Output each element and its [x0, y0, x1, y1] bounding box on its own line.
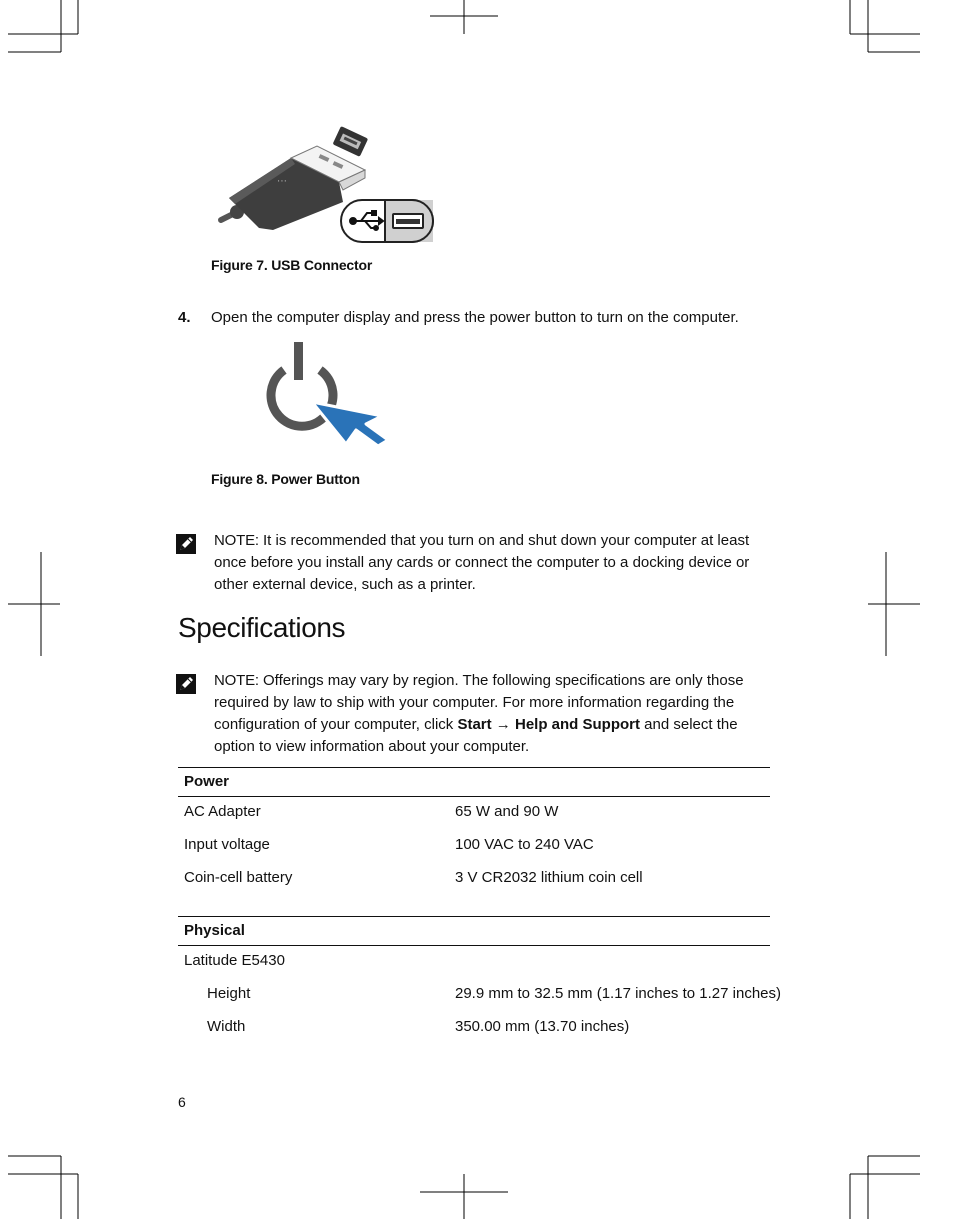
svg-text:⋯: ⋯: [277, 176, 287, 187]
row-value: 350.00 mm (13.70 inches): [455, 1018, 630, 1035]
model-label: Latitude E5430: [184, 952, 285, 969]
pencil-note-icon: [176, 674, 196, 694]
row-label: AC Adapter: [184, 803, 261, 820]
table-row: [178, 830, 770, 863]
table-row: [178, 946, 770, 979]
menu-arrow: →: [491, 716, 515, 733]
note-2-body-b: and select the option to view information about your computer.: [214, 716, 738, 755]
note-label: NOTE:: [214, 532, 259, 549]
physical-table-header: [178, 916, 770, 946]
help-and-support-ref: Help and Support: [514, 716, 640, 733]
note-1-text: [214, 530, 769, 596]
row-label: Coin-cell battery: [184, 869, 293, 886]
table-row: [178, 979, 781, 1012]
power-table-header: [178, 767, 770, 797]
figure-7-caption: Figure 7. USB Connector: [211, 257, 373, 273]
start-menu-ref: Start: [457, 716, 492, 733]
pencil-note-icon: [176, 534, 196, 554]
note-1-body: It is recommended that you turn on and shut down your computer at least once before you install any cards or connect the computer to a docking device or other external device, such as a printer.: [214, 532, 750, 593]
row-value: 100 VAC to 240 VAC: [455, 836, 594, 853]
power-spec-table: [178, 767, 770, 896]
table-row: [178, 863, 770, 896]
usb-connector-illustration: [215, 120, 440, 248]
page-number: 6: [178, 1094, 186, 1110]
power-button-illustration: [262, 340, 392, 450]
table-row: [178, 1012, 770, 1045]
section-title-specifications: Specifications: [178, 612, 346, 643]
row-label: Height: [207, 985, 251, 1002]
row-label: Input voltage: [184, 836, 270, 853]
row-value: 3 V CR2032 lithium coin cell: [455, 869, 643, 886]
table-row: [178, 797, 770, 830]
power-header-label: Power: [184, 773, 230, 790]
note-2-body-a: Offerings may vary by region. The following specifications are only those required by law to ship with your computer. For more information regarding the configuration of your computer, click: [214, 672, 744, 733]
row-label: Width: [207, 1018, 246, 1035]
note-2-text: [214, 670, 769, 758]
physical-spec-table: [178, 916, 781, 1045]
figure-8-caption: Figure 8. Power Button: [211, 471, 360, 487]
step-text: Open the computer display and press the power button to turn on the computer.: [211, 309, 739, 326]
row-value: 65 W and 90 W: [455, 803, 559, 820]
physical-header-label: Physical: [184, 922, 245, 939]
note-label: NOTE:: [214, 672, 259, 689]
row-value: 29.9 mm to 32.5 mm (1.17 inches to 1.27 inches): [455, 985, 781, 1002]
step-number: 4.: [178, 309, 191, 326]
